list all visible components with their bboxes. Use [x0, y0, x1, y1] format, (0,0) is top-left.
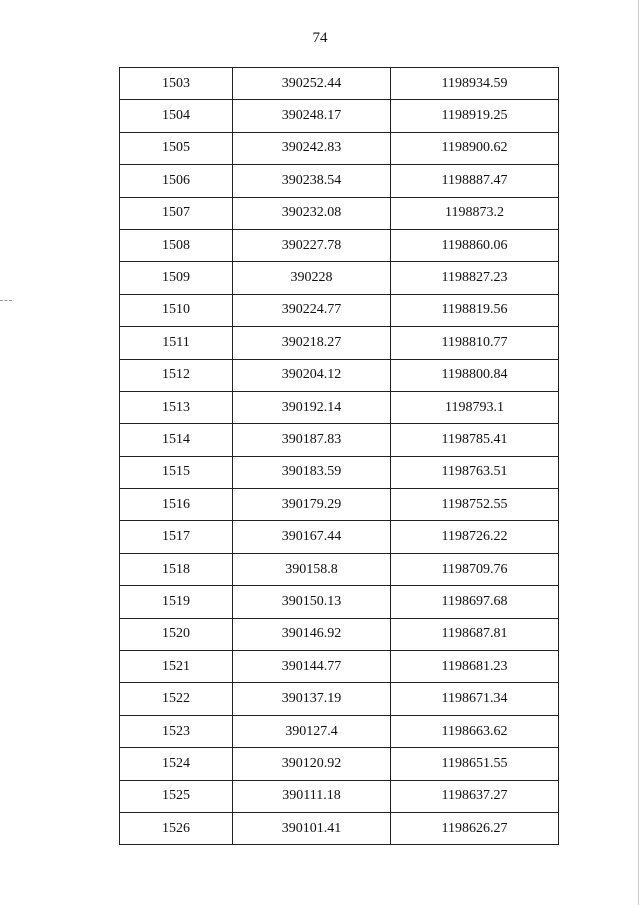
table-row — [120, 553, 559, 585]
table-row — [120, 748, 559, 780]
page-number: 74 — [312, 30, 328, 46]
point-id-cell: 1511 — [120, 327, 233, 359]
y-coordinate-cell: 1198810.77 — [391, 327, 559, 359]
point-id-cell: 1521 — [120, 651, 233, 683]
x-coordinate-cell: 390227.78 — [233, 229, 391, 261]
y-coordinate-cell: 1198726.22 — [391, 521, 559, 553]
x-coordinate-cell: 390150.13 — [233, 586, 391, 618]
point-id-cell: 1523 — [120, 715, 233, 747]
x-coordinate-cell: 390144.77 — [233, 651, 391, 683]
y-coordinate-cell: 1198873.2 — [391, 197, 559, 229]
y-coordinate-cell: 1198900.62 — [391, 132, 559, 164]
point-id-cell: 1510 — [120, 294, 233, 326]
y-coordinate-cell: 1198819.56 — [391, 294, 559, 326]
coordinate-table — [119, 67, 559, 845]
x-coordinate-cell: 390167.44 — [233, 521, 391, 553]
x-coordinate-cell: 390127.4 — [233, 715, 391, 747]
y-coordinate-cell: 1198651.55 — [391, 748, 559, 780]
y-coordinate-cell: 1198934.59 — [391, 68, 559, 100]
point-id-cell: 1517 — [120, 521, 233, 553]
table-row — [120, 197, 559, 229]
table-row — [120, 780, 559, 812]
point-id-cell: 1524 — [120, 748, 233, 780]
x-coordinate-cell: 390111.18 — [233, 780, 391, 812]
table-row — [120, 651, 559, 683]
x-coordinate-cell: 390187.83 — [233, 424, 391, 456]
point-id-cell: 1504 — [120, 100, 233, 132]
x-coordinate-cell: 390238.54 — [233, 165, 391, 197]
point-id-cell: 1518 — [120, 553, 233, 585]
x-coordinate-cell: 390158.8 — [233, 553, 391, 585]
table-row — [120, 618, 559, 650]
table-row — [120, 68, 559, 100]
y-coordinate-cell: 1198663.62 — [391, 715, 559, 747]
x-coordinate-cell: 390183.59 — [233, 456, 391, 488]
y-coordinate-cell: 1198697.68 — [391, 586, 559, 618]
x-coordinate-cell: 390137.19 — [233, 683, 391, 715]
table-row — [120, 262, 559, 294]
point-id-cell: 1522 — [120, 683, 233, 715]
table-row — [120, 165, 559, 197]
x-coordinate-cell: 390179.29 — [233, 489, 391, 521]
y-coordinate-cell: 1198752.55 — [391, 489, 559, 521]
page-edge — [638, 0, 639, 905]
point-id-cell: 1515 — [120, 456, 233, 488]
point-id-cell: 1520 — [120, 618, 233, 650]
x-coordinate-cell: 390120.92 — [233, 748, 391, 780]
y-coordinate-cell: 1198919.25 — [391, 100, 559, 132]
point-id-cell: 1516 — [120, 489, 233, 521]
point-id-cell: 1507 — [120, 197, 233, 229]
table-row — [120, 456, 559, 488]
table-row — [120, 715, 559, 747]
point-id-cell: 1514 — [120, 424, 233, 456]
x-coordinate-cell: 390204.12 — [233, 359, 391, 391]
y-coordinate-cell: 1198800.84 — [391, 359, 559, 391]
y-coordinate-cell: 1198887.47 — [391, 165, 559, 197]
x-coordinate-cell: 390248.17 — [233, 100, 391, 132]
y-coordinate-cell: 1198793.1 — [391, 391, 559, 423]
table-row — [120, 327, 559, 359]
table-row — [120, 229, 559, 261]
y-coordinate-cell: 1198681.23 — [391, 651, 559, 683]
x-coordinate-cell: 390101.41 — [233, 812, 391, 844]
point-id-cell: 1512 — [120, 359, 233, 391]
point-id-cell: 1505 — [120, 132, 233, 164]
y-coordinate-cell: 1198709.76 — [391, 553, 559, 585]
y-coordinate-cell: 1198827.23 — [391, 262, 559, 294]
table-row — [120, 424, 559, 456]
table-row — [120, 359, 559, 391]
point-id-cell: 1508 — [120, 229, 233, 261]
point-id-cell: 1525 — [120, 780, 233, 812]
x-coordinate-cell: 390192.14 — [233, 391, 391, 423]
point-id-cell: 1503 — [120, 68, 233, 100]
point-id-cell: 1519 — [120, 586, 233, 618]
table-row — [120, 683, 559, 715]
point-id-cell: 1526 — [120, 812, 233, 844]
point-id-cell: 1506 — [120, 165, 233, 197]
table-row — [120, 132, 559, 164]
table-row — [120, 100, 559, 132]
x-coordinate-cell: 390232.08 — [233, 197, 391, 229]
x-coordinate-cell: 390228 — [233, 262, 391, 294]
x-coordinate-cell: 390252.44 — [233, 68, 391, 100]
x-coordinate-cell: 390146.92 — [233, 618, 391, 650]
point-id-cell: 1509 — [120, 262, 233, 294]
table-row — [120, 489, 559, 521]
x-coordinate-cell: 390218.27 — [233, 327, 391, 359]
point-id-cell: 1513 — [120, 391, 233, 423]
table-row — [120, 521, 559, 553]
table-row — [120, 586, 559, 618]
y-coordinate-cell: 1198687.81 — [391, 618, 559, 650]
y-coordinate-cell: 1198637.27 — [391, 780, 559, 812]
x-coordinate-cell: 390242.83 — [233, 132, 391, 164]
x-coordinate-cell: 390224.77 — [233, 294, 391, 326]
coordinate-table-body — [120, 68, 559, 845]
y-coordinate-cell: 1198763.51 — [391, 456, 559, 488]
y-coordinate-cell: 1198785.41 — [391, 424, 559, 456]
table-row — [120, 812, 559, 844]
table-row — [120, 391, 559, 423]
scan-margin-mark — [0, 300, 12, 301]
table-row — [120, 294, 559, 326]
y-coordinate-cell: 1198671.34 — [391, 683, 559, 715]
y-coordinate-cell: 1198860.06 — [391, 229, 559, 261]
y-coordinate-cell: 1198626.27 — [391, 812, 559, 844]
